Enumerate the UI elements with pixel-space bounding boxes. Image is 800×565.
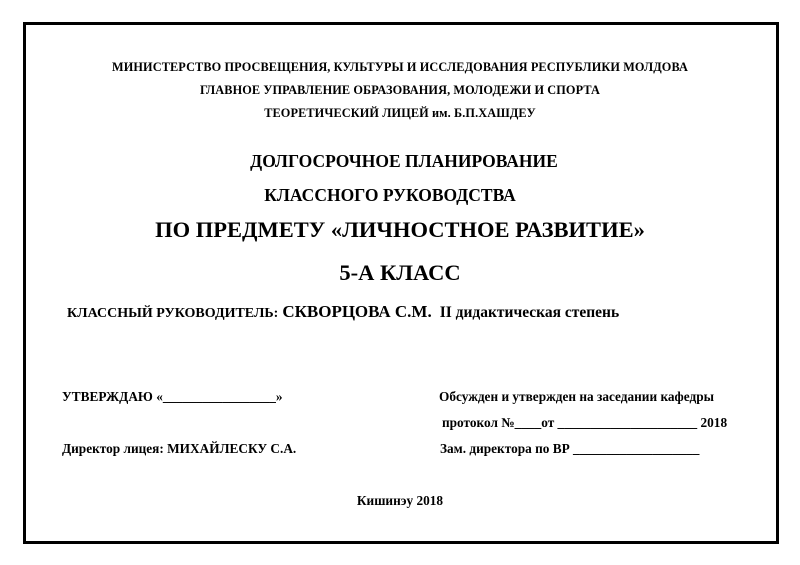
- department-name: ГЛАВНОЕ УПРАВЛЕНИЕ ОБРАЗОВАНИЯ, МОЛОДЕЖИ И СПОРТА: [199, 83, 601, 97]
- teacher-line: [67, 302, 619, 322]
- deputy-director-line: Зам. директора по ВР ___________________: [440, 441, 700, 456]
- title-line-1: ДОЛГОСРОЧНОЕ ПЛАНИРОВАНИЕ: [250, 151, 558, 171]
- teacher-name: СКВОРЦОВА С.М.: [282, 302, 432, 321]
- city-year: Кишинэу 2018: [356, 493, 444, 508]
- teacher-label: КЛАССНЫЙ РУКОВОДИТЕЛЬ:: [67, 306, 279, 321]
- teacher-degree: II дидактическая степень: [439, 304, 620, 321]
- approve-signature-line: УТВЕРЖДАЮ «_________________»: [62, 389, 283, 404]
- protocol-line: протокол №____от _____________________ 2018: [442, 415, 728, 430]
- title-line-2: КЛАССНОГО РУКОВОДСТВА: [264, 185, 516, 205]
- title-line-4: 5-А КЛАСС: [339, 260, 461, 285]
- discussed-approved-line: Обсужден и утвержден на заседании кафедры: [439, 389, 714, 404]
- title-line-3: ПО ПРЕДМЕТУ «ЛИЧНОСТНОЕ РАЗВИТИЕ»: [155, 217, 645, 242]
- ministry-name: МИНИСТЕРСТВО ПРОСВЕЩЕНИЯ, КУЛЬТУРЫ И ИССЛЕДОВАНИЯ РЕСПУБЛИКИ МОЛДОВА: [112, 60, 688, 74]
- director-line: Директор лицея: МИХАЙЛЕСКУ С.А.: [62, 441, 297, 456]
- school-name: ТЕОРЕТИЧЕСКИЙ ЛИЦЕЙ им. Б.П.ХАШДЕУ: [264, 106, 536, 120]
